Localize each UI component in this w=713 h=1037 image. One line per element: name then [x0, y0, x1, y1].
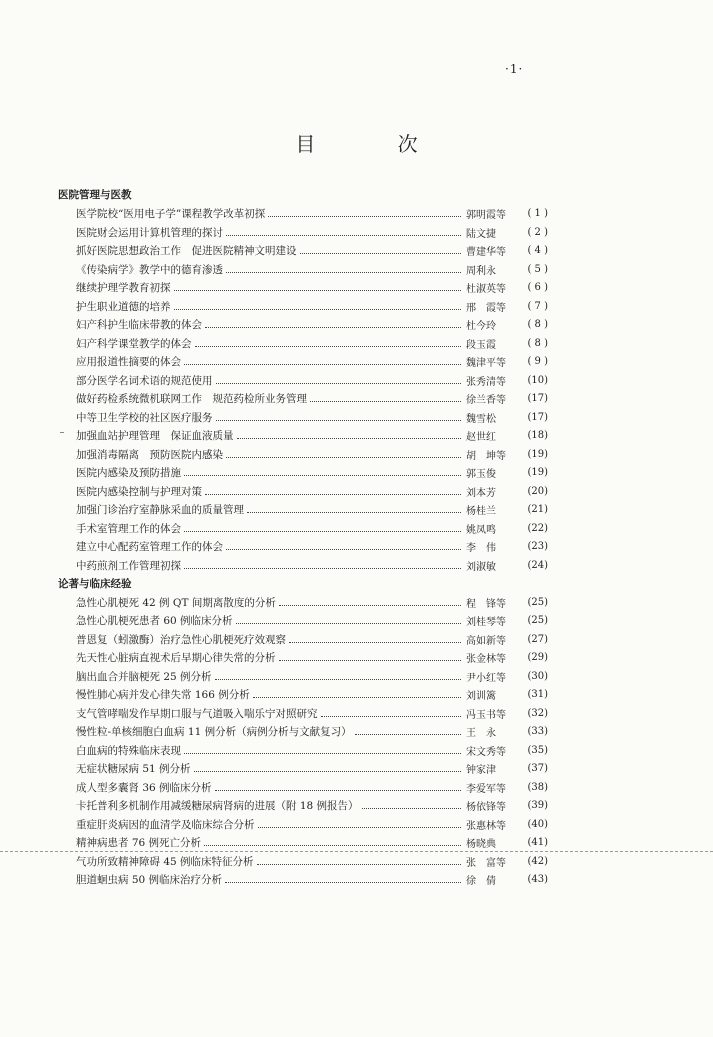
entry-page: ( 8 ) — [527, 337, 548, 349]
entry-author: 曹建华等 — [466, 247, 506, 259]
entry-title: 医院内感染及预防措施 — [76, 467, 181, 480]
toc-entry — [58, 852, 548, 871]
dot-leader — [236, 623, 461, 624]
dot-leader — [279, 660, 462, 661]
entry-title: 部分医学名词术语的规范使用 — [76, 374, 213, 387]
toc-entry — [58, 778, 548, 797]
entry-title: 支气管哮喘发作早期口服与气道吸入喘乐宁对照研究 — [76, 707, 318, 720]
entry-author: 程 锋等 — [466, 598, 506, 610]
dot-leader — [226, 457, 461, 458]
entry-page: ( 5 ) — [527, 263, 548, 275]
entry-author: 邢 霞等 — [466, 302, 506, 314]
dot-leader — [247, 512, 461, 513]
entry-page: (22) — [527, 522, 548, 534]
entry-title: 医院内感染控制与护理对策 — [76, 485, 202, 498]
dot-leader — [216, 420, 462, 421]
toc-entry — [58, 316, 548, 335]
table-of-contents — [58, 186, 548, 889]
entry-title: 中药煎剂工作管理初探 — [76, 559, 181, 572]
entry-title: 气功所致精神障碍 45 例临床特征分析 — [76, 855, 254, 868]
entry-author: 魏津平等 — [466, 358, 506, 370]
entry-author: 高如新等 — [466, 635, 506, 647]
entry-title: 白血病的特殊临床表现 — [76, 744, 181, 757]
toc-entry — [58, 501, 548, 520]
entry-title: 脑出血合并脑梗死 25 例分析 — [76, 670, 212, 683]
entry-author: 钟家津 — [466, 765, 496, 777]
toc-entry — [58, 353, 548, 372]
entry-page: (18) — [527, 430, 548, 442]
dot-leader — [279, 605, 461, 606]
entry-title: 继续护理学教育初探 — [76, 282, 171, 295]
entry-title: 急性心肌梗死 42 例 QT 间期离散度的分析 — [76, 596, 276, 609]
entry-page: (25) — [527, 596, 548, 608]
toc-entry — [58, 649, 548, 668]
entry-page: ( 2 ) — [527, 226, 548, 238]
entry-title: 普恩复（蚓激酶）治疗急性心肌梗死疗效观察 — [76, 633, 286, 646]
entry-author: 徐 倩 — [466, 876, 496, 888]
toc-entry — [58, 371, 548, 390]
toc-entry — [58, 427, 548, 446]
entry-author: 郭玉俊 — [466, 469, 496, 481]
dot-leader — [355, 734, 461, 735]
entry-title: 慢性粒-单核细胞白血病 11 例分析（病例分析与文献复习） — [76, 726, 352, 739]
entry-page: (30) — [527, 670, 548, 682]
dot-leader — [300, 253, 462, 254]
dot-leader — [174, 290, 462, 291]
dot-leader — [195, 346, 462, 347]
entry-page: (24) — [527, 559, 548, 571]
toc-entry — [58, 279, 548, 298]
entry-author: 杜今玲 — [466, 321, 496, 333]
entry-page: (23) — [527, 541, 548, 553]
entry-title: 妇产科护生临床带教的体会 — [76, 319, 202, 332]
entry-page: (17) — [527, 411, 548, 423]
entry-title: 护生职业道德的培养 — [76, 300, 171, 313]
entry-title: 抓好医院思想政治工作 促进医院精神文明建设 — [76, 245, 297, 258]
entry-author: 张 富等 — [466, 857, 506, 869]
entry-title: 卡托普利多机制作用减缓糖尿病肾病的进展（附 18 例报告） — [76, 800, 359, 813]
dot-leader — [184, 568, 461, 569]
entry-page: (19) — [527, 448, 548, 460]
toc-entry — [58, 297, 548, 316]
entry-author: 李 伟 — [466, 543, 496, 555]
dot-leader — [362, 808, 461, 809]
toc-entry — [58, 556, 548, 575]
entry-page: (17) — [527, 393, 548, 405]
toc-entry — [58, 630, 548, 649]
dot-leader — [184, 364, 461, 365]
toc-entry — [58, 667, 548, 686]
toc-entry — [58, 538, 548, 557]
entry-author: 姚凤鸣 — [466, 524, 496, 536]
toc-entry — [58, 797, 548, 816]
entry-title: 成人型多囊肾 36 例临床分析 — [76, 781, 212, 794]
dot-leader — [174, 309, 462, 310]
dot-leader — [321, 716, 462, 717]
toc-entry — [58, 445, 548, 464]
dot-leader — [258, 827, 462, 828]
entry-author: 张惠林等 — [466, 820, 506, 832]
entry-author: 杜淑英等 — [466, 284, 506, 296]
dot-leader — [289, 642, 461, 643]
toc-entry — [58, 334, 548, 353]
dot-leader — [215, 679, 461, 680]
entry-page: ( 6 ) — [527, 282, 548, 294]
dot-leader — [194, 771, 461, 772]
toc-entry — [58, 593, 548, 612]
entry-page: (19) — [527, 467, 548, 479]
section-heading: 论著与临床经验 — [58, 577, 132, 590]
entry-title: 加强血站护理管理 保证血液质量 — [76, 430, 234, 443]
entry-author: 张秀清等 — [466, 376, 506, 388]
entry-title: 急性心肌梗死患者 60 例临床分析 — [76, 615, 233, 628]
entry-author: 刘桂琴等 — [466, 617, 506, 629]
entry-author: 尹小红等 — [466, 672, 506, 684]
entry-title: 慢性肺心病并发心律失常 166 例分析 — [76, 689, 250, 702]
entry-title: 医学院校“医用电子学”课程教学改革初探 — [76, 208, 266, 221]
entry-page: (21) — [527, 504, 548, 516]
entry-author: 李爱军等 — [466, 783, 506, 795]
dot-leader — [184, 753, 461, 754]
entry-title: 胆道蛔虫病 50 例临床治疗分析 — [76, 874, 223, 887]
entry-title: 无症状糖尿病 51 例分析 — [76, 763, 191, 776]
entry-author: 赵世红 — [466, 432, 496, 444]
dot-leader — [204, 845, 461, 846]
entry-page: (33) — [527, 726, 548, 738]
entry-title: 妇产科学课堂教学的体会 — [76, 337, 192, 350]
dot-leader — [257, 864, 461, 865]
dot-leader — [216, 383, 462, 384]
entry-page: (40) — [527, 818, 548, 830]
entry-author: 郭明霞等 — [466, 210, 506, 222]
toc-entry — [58, 519, 548, 538]
entry-page: ( 1 ) — [527, 208, 548, 220]
toc-entry — [58, 390, 548, 409]
entry-author: 魏雪松 — [466, 413, 496, 425]
toc-entry — [58, 723, 548, 742]
entry-page: ( 8 ) — [527, 319, 548, 331]
toc-entry — [58, 815, 548, 834]
entry-author: 杨晓典 — [466, 839, 496, 851]
entry-author: 冯玉书等 — [466, 709, 506, 721]
dot-leader — [268, 216, 461, 217]
entry-title: 做好药检系统微机联网工作 规范药检所业务管理 — [76, 393, 307, 406]
entry-page: (37) — [527, 763, 548, 775]
dot-leader — [225, 882, 461, 883]
toc-entry — [58, 704, 548, 723]
entry-author: 刘训篱 — [466, 691, 496, 703]
entry-page: (27) — [527, 633, 548, 645]
toc-entry — [58, 482, 548, 501]
entry-author: 刘淑敏 — [466, 561, 496, 573]
entry-page: (32) — [527, 707, 548, 719]
entry-author: 徐兰香等 — [466, 395, 506, 407]
entry-title: 《传染病学》教学中的德育渗透 — [76, 263, 223, 276]
toc-entry — [58, 260, 548, 279]
entry-author: 张金林等 — [466, 654, 506, 666]
dot-leader — [310, 401, 461, 402]
entry-title: 加强消毒隔离 预防医院内感染 — [76, 448, 223, 461]
entry-page: (38) — [527, 781, 548, 793]
entry-author: 段玉霞 — [466, 339, 496, 351]
toc-entry — [58, 464, 548, 483]
entry-title: 先天性心脏病直视术后早期心律失常的分析 — [76, 652, 276, 665]
toc-entry — [58, 760, 548, 779]
dot-leader — [237, 438, 462, 439]
dot-leader — [205, 494, 461, 495]
page-title: 目 次 — [295, 132, 456, 156]
entry-page: (39) — [527, 800, 548, 812]
entry-title: 医院财会运用计算机管理的探讨 — [76, 226, 223, 239]
entry-title: 重症肝炎病因的血清学及临床综合分析 — [76, 818, 255, 831]
dot-leader — [184, 531, 461, 532]
entry-author: 胡 坤等 — [466, 450, 506, 462]
entry-author: 陆文捷 — [466, 228, 496, 240]
dot-leader — [205, 327, 461, 328]
page-number: ·1· — [505, 62, 524, 76]
entry-title: 精神病患者 76 例死亡分析 — [76, 837, 202, 850]
entry-page: ( 7 ) — [527, 300, 548, 312]
entry-page: (41) — [527, 837, 548, 849]
toc-entry — [58, 242, 548, 261]
toc-entry — [58, 612, 548, 631]
entry-title: 手术室管理工作的体会 — [76, 522, 181, 535]
entry-page: (25) — [527, 615, 548, 627]
section-heading: 医院管理与医教 — [58, 189, 132, 201]
entry-author: 王 永 — [466, 728, 496, 740]
entry-author: 周利永 — [466, 265, 496, 277]
dot-leader — [184, 475, 461, 476]
dot-leader — [215, 790, 461, 791]
toc-entry — [58, 871, 548, 890]
toc-entry — [58, 223, 548, 242]
entry-page: (10) — [527, 374, 548, 386]
entry-title: 中等卫生学校的社区医疗服务 — [76, 411, 213, 424]
toc-entry — [58, 205, 548, 224]
entry-title: 建立中心配药室管理工作的体会 — [76, 541, 223, 554]
dot-leader — [226, 549, 461, 550]
entry-author: 杨桂兰 — [466, 506, 496, 518]
entry-page: (43) — [527, 874, 548, 886]
entry-page: ( 4 ) — [527, 245, 548, 257]
entry-author: 刘本芳 — [466, 487, 496, 499]
entry-author: 宋文秀等 — [466, 746, 506, 758]
entry-author: 杨依锋等 — [466, 802, 506, 814]
toc-entry — [58, 741, 548, 760]
entry-page: (29) — [527, 652, 548, 664]
toc-entry — [58, 686, 548, 705]
entry-title: 加强门诊治疗室静脉采血的质量管理 — [76, 504, 244, 517]
entry-page: ( 9 ) — [527, 356, 548, 368]
entry-title: 应用报道性摘要的体会 — [76, 356, 181, 369]
entry-page: (20) — [527, 485, 548, 497]
dot-leader — [253, 697, 461, 698]
entry-page: (42) — [527, 855, 548, 867]
toc-entry — [58, 834, 548, 853]
dot-leader — [226, 235, 461, 236]
dot-leader — [226, 272, 461, 273]
page-divider — [0, 851, 713, 853]
entry-page: (35) — [527, 744, 548, 756]
toc-entry — [58, 408, 548, 427]
entry-page: (31) — [527, 689, 548, 701]
